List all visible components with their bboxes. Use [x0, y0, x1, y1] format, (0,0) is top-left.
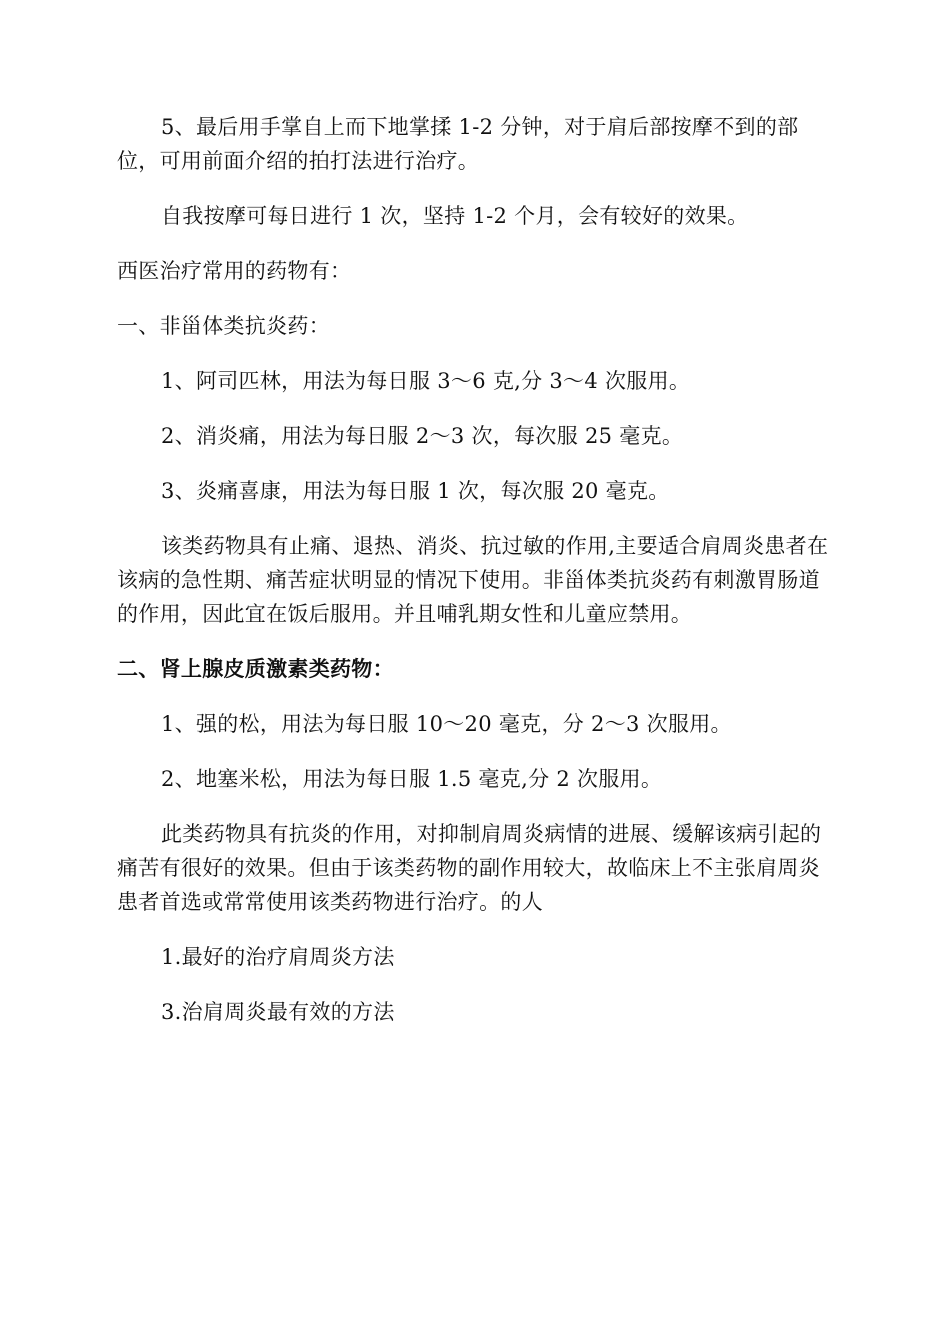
paragraph-massage-step-5: 5、最后用手掌自上而下地掌揉 1-2 分钟，对于肩后部按摩不到的部位，可用前面介绍的拍打法进行治疗。: [117, 115, 799, 173]
list-item-indomethacin: 2、消炎痛，用法为每日服 2～3 次，每次服 25 毫克。: [161, 424, 684, 448]
list-item-prednisone: 1、强的松，用法为每日服 10～20 毫克，分 2～3 次服用。: [161, 712, 732, 736]
paragraph-massage-frequency: 自我按摩可每日进行 1 次，坚持 1-2 个月，会有较好的效果。: [161, 204, 749, 228]
related-link-1: 1.最好的治疗肩周炎方法: [161, 945, 395, 969]
related-link-3: 3.治肩周炎最有效的方法: [161, 1000, 395, 1024]
paragraph-western-medicine-intro: 西医治疗常用的药物有：: [117, 259, 352, 283]
heading-corticosteroids: 二、肾上腺皮质激素类药物：: [117, 656, 394, 681]
heading-nsaids: 一、非甾体类抗炎药：: [117, 314, 330, 338]
paragraph-corticosteroids-description: 此类药物具有抗炎的作用，对抑制肩周炎病情的进展、缓解该病引起的痛苦有很好的效果。但由于该类药物的副作用较大，故临床上不主张肩周炎患者首选或常常使用该类药物进行治疗。的人: [117, 822, 822, 914]
list-item-dexamethasone: 2、地塞米松，用法为每日服 1.5 毫克,分 2 次服用。: [161, 767, 663, 791]
paragraph-nsaids-description: 该类药物具有止痛、退热、消炎、抗过敏的作用,主要适合肩周炎患者在该病的急性期、痛苦症状明显的情况下使用。非甾体类抗炎药有刺激胃肠道的作用，因此宜在饭后服用。并且哺乳期女性和儿童应禁用。: [117, 534, 829, 626]
list-item-aspirin: 1、阿司匹林，用法为每日服 3～6 克,分 3～4 次服用。: [161, 369, 691, 393]
document-page: [117, 110, 837, 1050]
list-item-piroxicam: 3、炎痛喜康，用法为每日服 1 次，每次服 20 毫克。: [161, 479, 670, 503]
